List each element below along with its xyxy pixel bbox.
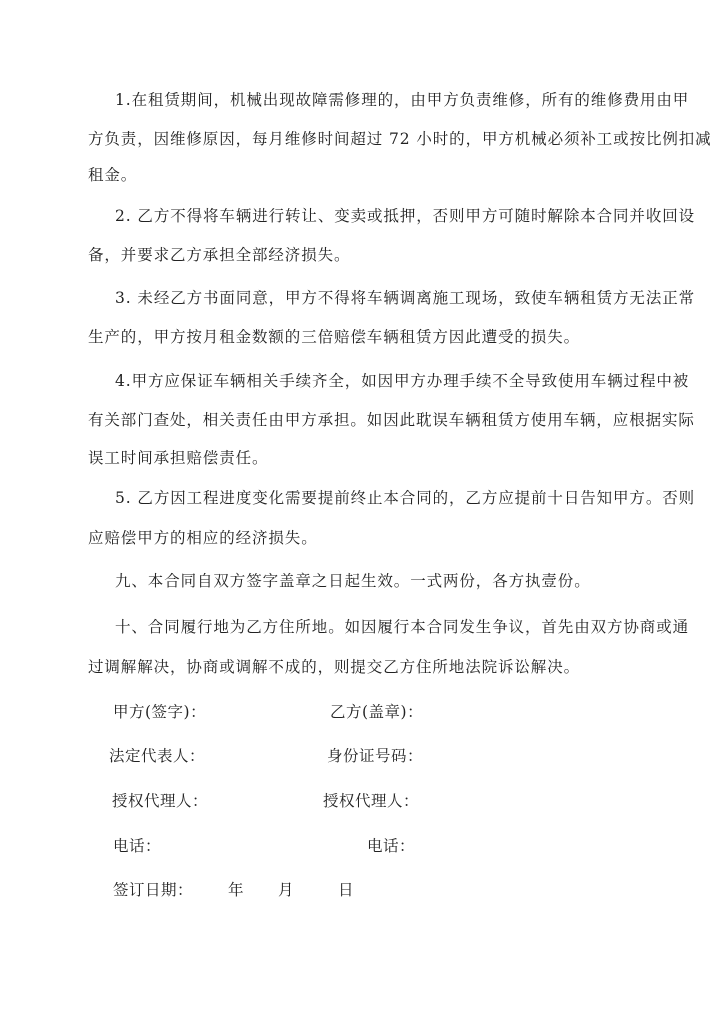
month-label: 月: [278, 881, 295, 899]
party-a-signature-label: 甲方(签字)：: [113, 703, 207, 721]
clause-4-line-3: 误工时间承担赔偿责任。: [88, 449, 269, 467]
clause-4-line-1: 4.甲方应保证车辆相关手续齐全，如因甲方办理手续不全导致使用车辆过程中被: [115, 372, 690, 390]
clause-2-line-1: 2. 乙方不得将车辆进行转让、变卖或抵押，否则甲方可随时解除本合同并收回设: [115, 207, 696, 225]
clause-5-line-1: 5. 乙方因工程进度变化需要提前终止本合同的，乙方应提前十日告知甲方。否则: [115, 489, 696, 507]
agent-b-label: 授权代理人：: [323, 792, 420, 810]
clause-1-line-2: 方负责，因维修原因，每月维修时间超过 72 小时的，甲方机械必须补工或按比例扣减: [88, 130, 712, 148]
clause-10-line-2: 过调解解决，协商或调解不成的，则提交乙方住所地法院诉讼解决。: [88, 658, 581, 676]
phone-a-label: 电话：: [113, 837, 162, 855]
clause-1-line-3: 租金。: [88, 166, 138, 184]
phone-b-label: 电话：: [367, 837, 416, 855]
clause-1-line-1: 1.在租赁期间，机械出现故障需修理的，由甲方负责维修，所有的维修费用由甲: [115, 91, 690, 109]
clause-9-line-1: 九、本合同自双方签字盖章之日起生效。一式两份，各方执壹份。: [115, 572, 591, 590]
party-b-seal-label: 乙方(盖章)：: [330, 703, 424, 721]
clause-10-line-1: 十、合同履行地为乙方住所地。如因履行本合同发生争议，首先由双方协商或通: [115, 618, 690, 636]
sign-date-label: 签订日期：: [113, 881, 194, 899]
clause-3-line-2: 生产的，甲方按月租金数额的三倍赔偿车辆租赁方因此遭受的损失。: [88, 328, 581, 346]
id-number-label: 身份证号码：: [327, 747, 424, 765]
legal-representative-label: 法定代表人：: [109, 747, 206, 765]
agent-a-label: 授权代理人：: [112, 792, 209, 810]
clause-2-line-2: 备，并要求乙方承担全部经济损失。: [88, 246, 351, 264]
year-label: 年: [228, 881, 245, 899]
clause-4-line-2: 有关部门查处，相关责任由甲方承担。如因此耽误车辆租赁方使用车辆，应根据实际: [88, 411, 695, 429]
day-label: 日: [338, 881, 355, 899]
clause-3-line-1: 3. 未经乙方书面同意，甲方不得将车辆调离施工现场，致使车辆租赁方无法正常: [115, 289, 696, 307]
clause-5-line-2: 应赔偿甲方的相应的经济损失。: [88, 529, 318, 547]
